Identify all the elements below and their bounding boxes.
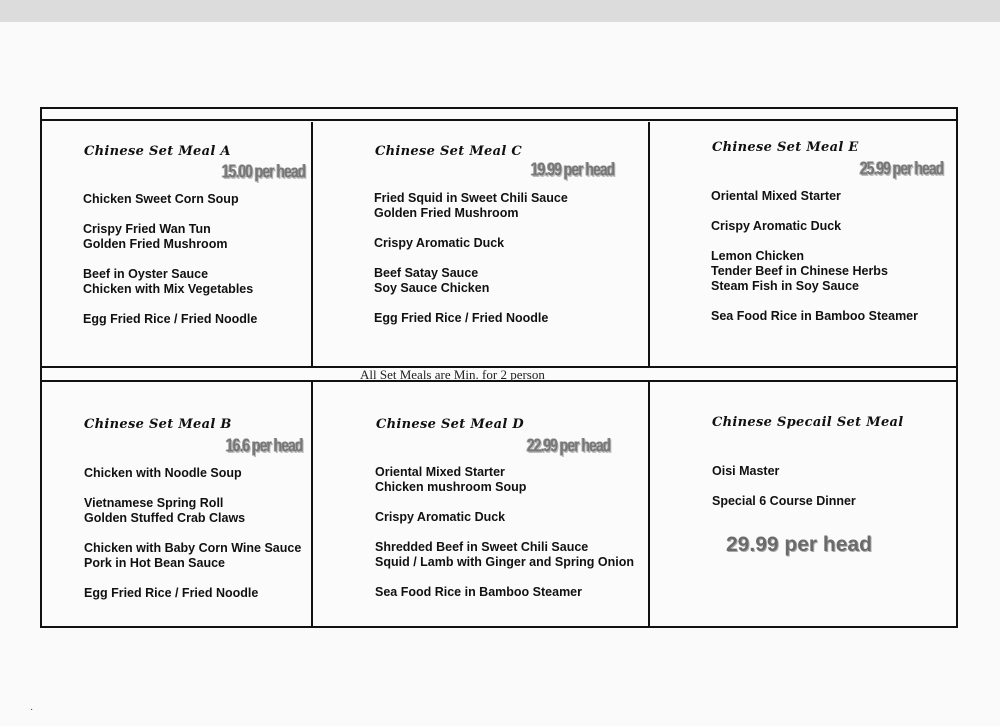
- dish-item: Beef Satay Sauce: [374, 266, 479, 280]
- dish-group: [375, 585, 634, 600]
- set-meal-b-title: Chinese Set Meal B: [84, 417, 232, 432]
- dish-group: [84, 466, 301, 481]
- set-meal-c-price: 19.99 per head: [531, 158, 615, 180]
- dish-item: Steam Fish in Soy Sauce: [711, 279, 859, 293]
- dish-item: Tender Beef in Chinese Herbs: [711, 264, 888, 278]
- dish-item: Oisi Master: [712, 464, 780, 478]
- dish-item: Crispy Aromatic Duck: [374, 236, 505, 250]
- dish-group: [84, 496, 301, 526]
- set-meal-d-items: [375, 465, 634, 600]
- dish-group: [711, 219, 918, 234]
- dish-item: Golden Fried Mushroom: [83, 237, 228, 251]
- set-meal-e-items: [711, 189, 918, 324]
- top-divider: [40, 119, 958, 121]
- dish-group: [374, 191, 568, 221]
- set-meal-d-price: 22.99 per head: [527, 434, 611, 456]
- set-meal-e-price: 25.99 per head: [860, 157, 944, 179]
- dish-group: [711, 249, 918, 294]
- dish-group: [711, 309, 918, 324]
- dish-item: Crispy Aromatic Duck: [375, 510, 506, 524]
- scan-top-band: [0, 0, 1000, 22]
- dish-group: [83, 312, 257, 327]
- dish-item: Chicken with Noodle Soup: [84, 466, 242, 480]
- dish-group: [711, 189, 918, 204]
- dish-group: [84, 586, 301, 601]
- scan-speck: ·: [30, 704, 34, 715]
- column-divider-2-top: [648, 122, 650, 367]
- dish-group: [375, 465, 634, 495]
- column-divider-1-top: [311, 122, 313, 367]
- dish-item: Squid / Lamb with Ginger and Spring Onion: [375, 555, 635, 569]
- dish-group: [712, 464, 856, 479]
- dish-item: Chicken mushroom Soup: [375, 480, 527, 494]
- dish-item: Sea Food Rice in Bamboo Steamer: [711, 309, 918, 323]
- dish-group: [374, 236, 568, 251]
- set-meal-a-price: 15.00 per head: [222, 160, 306, 182]
- dish-item: Pork in Hot Bean Sauce: [84, 556, 226, 570]
- dish-item: Beef in Oyster Sauce: [83, 267, 209, 281]
- dish-item: Golden Stuffed Crab Claws: [84, 511, 246, 525]
- set-meal-e-title: Chinese Set Meal E: [712, 140, 859, 155]
- special-set-meal-price: 29.99 per head: [726, 533, 872, 556]
- dish-group: [83, 267, 257, 297]
- dish-item: Lemon Chicken: [711, 249, 805, 263]
- dish-group: [712, 494, 856, 509]
- dish-group: [374, 311, 568, 326]
- dish-item: Chicken with Baby Corn Wine Sauce: [84, 541, 302, 555]
- dish-item: Oriental Mixed Starter: [375, 465, 505, 479]
- set-meal-a-title: Chinese Set Meal A: [84, 144, 231, 159]
- set-meal-b-items: [84, 466, 301, 601]
- set-meal-a-items: [83, 192, 257, 327]
- dish-item: Egg Fried Rice / Fried Noodle: [84, 586, 259, 600]
- set-meal-c-title: Chinese Set Meal C: [375, 144, 523, 159]
- dish-group: [375, 510, 634, 525]
- dish-item: Chicken Sweet Corn Soup: [83, 192, 239, 206]
- set-meal-c-items: [374, 191, 568, 326]
- minimum-order-note: All Set Meals are Min. for 2 person: [360, 367, 545, 382]
- dish-item: Sea Food Rice in Bamboo Steamer: [375, 585, 582, 599]
- special-set-meal-items: [712, 464, 856, 509]
- dish-item: Special 6 Course Dinner: [712, 494, 856, 508]
- column-divider-2-bottom: [648, 381, 650, 628]
- set-meal-b-price: 16.6 per head: [226, 434, 303, 456]
- dish-group: [83, 222, 257, 252]
- dish-item: Vietnamese Spring Roll: [84, 496, 224, 510]
- dish-group: [84, 541, 301, 571]
- dish-item: Egg Fried Rice / Fried Noodle: [374, 311, 549, 325]
- dish-item: Golden Fried Mushroom: [374, 206, 519, 220]
- dish-item: Oriental Mixed Starter: [711, 189, 841, 203]
- set-meal-d-title: Chinese Set Meal D: [376, 417, 524, 432]
- dish-item: Shredded Beef in Sweet Chili Sauce: [375, 540, 589, 554]
- dish-item: Crispy Aromatic Duck: [711, 219, 842, 233]
- dish-group: [374, 266, 568, 296]
- dish-item: Crispy Fried Wan Tun: [83, 222, 211, 236]
- dish-item: Chicken with Mix Vegetables: [83, 282, 254, 296]
- dish-group: [83, 192, 257, 207]
- column-divider-1-bottom: [311, 381, 313, 628]
- special-set-meal-title: Chinese Specail Set Meal: [712, 415, 904, 430]
- dish-item: Fried Squid in Sweet Chili Sauce: [374, 191, 568, 205]
- dish-group: [375, 540, 634, 570]
- dish-item: Egg Fried Rice / Fried Noodle: [83, 312, 258, 326]
- dish-item: Soy Sauce Chicken: [374, 281, 490, 295]
